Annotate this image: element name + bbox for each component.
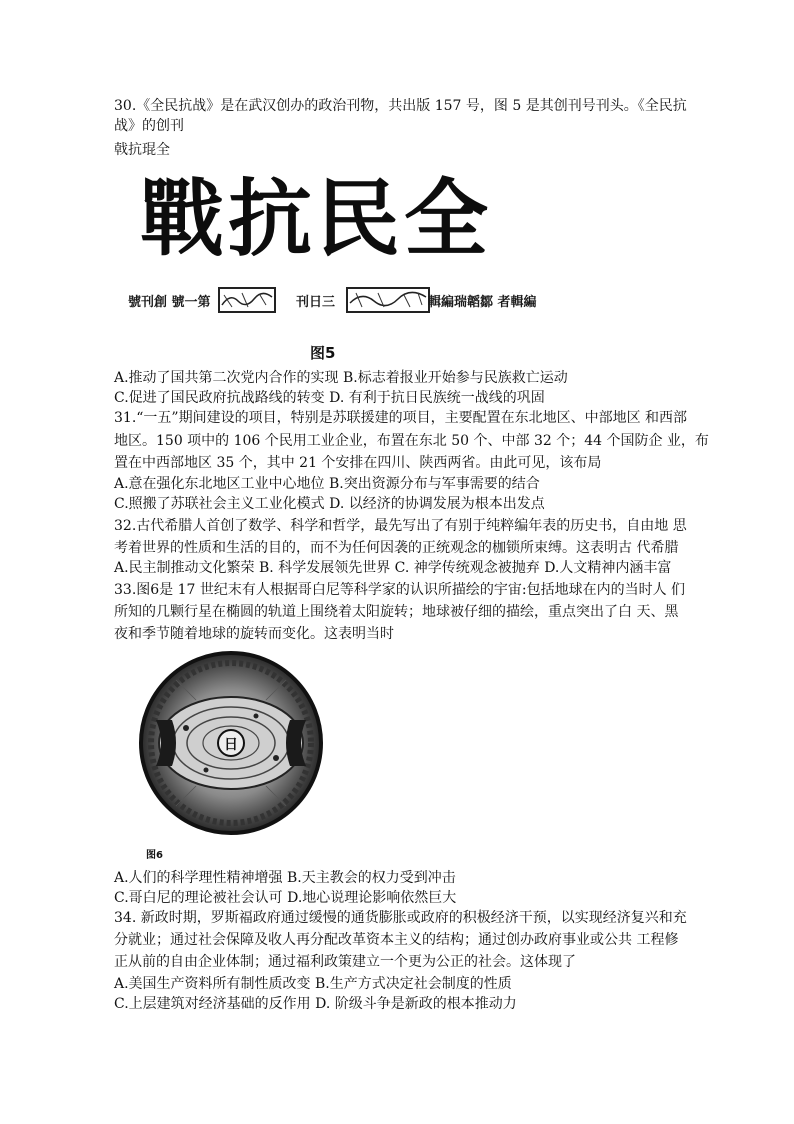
q31-options-cd: C.照搬了苏联社会主义工业化模式 D. 以经济的协调发展为根本出发点 — [114, 496, 545, 512]
masthead-ornament-right — [346, 287, 430, 313]
q32-options: A.民主制推动文化繁荣 B. 科学发展领先世界 C. 神学传统观念被抛弃 D.人文精神内涵丰富 — [114, 560, 672, 576]
q30-options-ab: A.推动了国共第二次党内合作的实现 B.标志着报业开始参与民族救亡运动 — [114, 370, 568, 386]
q30-ocr-artifact: 戟抗琨全 — [114, 142, 170, 158]
figure6-caption: 图6 — [146, 850, 163, 861]
masthead-ornament-left — [218, 287, 276, 313]
q32-stem-line1: 32.古代希腊人首创了数学、科学和哲学，最先写出了有别于纯粹编年表的历史书，自由地 思 — [114, 518, 687, 534]
q31-stem-line1: 31.“一五”期间建设的项目，特别是苏联援建的项目，主要配置在东北地区、中部地区 和西部 — [114, 410, 688, 426]
masthead-title: 戰抗民全 — [140, 169, 493, 268]
q30-stem-line1: 30.《全民抗战》是在武汉创办的政治刊物，共出版 157 号，图 5 是其创刊号刊头。《全民抗 — [114, 98, 687, 114]
q30-options-cd: C.促进了国民政府抗战路线的转变 D. 有利于抗日民族统一战线的巩固 — [114, 390, 545, 406]
q31-stem-line3: 置在中西部地区 35 个，其中 21 个安排在四川、陕西两省。由此可见，该布局 — [114, 455, 602, 471]
figure5-masthead — [128, 165, 537, 325]
q33-stem-line1: 33.图6是 17 世纪末有人根据哥白尼等科学家的认识所描绘的宇宙:包括地球在内的当时人 们 — [114, 582, 686, 598]
figure5-caption: 图5 — [310, 344, 336, 362]
q34-stem-line1: 34. 新政时期，罗斯福政府通过缓慢的通货膨胀或政府的积极经济干预，以实现经济复兴和充 — [114, 910, 687, 926]
masthead-right-text: 輯編瑞韜鄒 者輯編 — [428, 295, 537, 310]
masthead-left-text: 號刊創 號一第 — [128, 295, 211, 310]
q34-options-cd: C.上层建筑对经济基础的反作用 D. 阶级斗争是新政的根本推动力 — [114, 996, 517, 1012]
q34-stem-line2: 分就业；通过社会保障及收人再分配改革资本主义的结构；通过创办政府事业或公共 工程修 — [114, 932, 679, 948]
q33-stem-line3: 夜和季节随着地球的旋转而变化。这表明当时 — [114, 626, 394, 642]
figure6-universe-image — [136, 650, 326, 840]
q34-options-ab: A.美国生产资料所有制性质改变 B.生产方式决定社会制度的性质 — [114, 976, 512, 992]
q30-stem-line2: 战》的创刊 — [114, 118, 184, 134]
sun-center-label: 日 — [224, 737, 238, 753]
q31-options-ab: A.意在强化东北地区工业中心地位 B.突出资源分布与军事需要的结合 — [114, 476, 540, 492]
masthead-middle-text: 刊日三 — [296, 295, 336, 310]
q31-stem-line2: 地区。150 项中的 106 个民用工业企业，布置在东北 50 个、中部 32 个；44 个国防企 业，布 — [114, 433, 709, 449]
q33-stem-line2: 所知的几颗行星在椭圆的轨道上围绕着太阳旋转；地球被仔细的描绘，重点突出了白 天、黑 — [114, 604, 679, 620]
q33-options-cd: C.哥白尼的理论被社会认可 D.地心说理论影响依然巨大 — [114, 890, 457, 906]
q32-stem-line2: 考着世界的性质和生活的目的，而不为任何因袭的正统观念的枷锁所束缚。这表明古 代希腊 — [114, 540, 679, 556]
q34-stem-line3: 正从前的自由企业体制；通过福利政策建立一个更为公正的社会。这体现了 — [114, 954, 576, 970]
q33-options-ab: A.人们的科学理性精神增强 B.天主教会的权力受到冲击 — [114, 870, 456, 886]
